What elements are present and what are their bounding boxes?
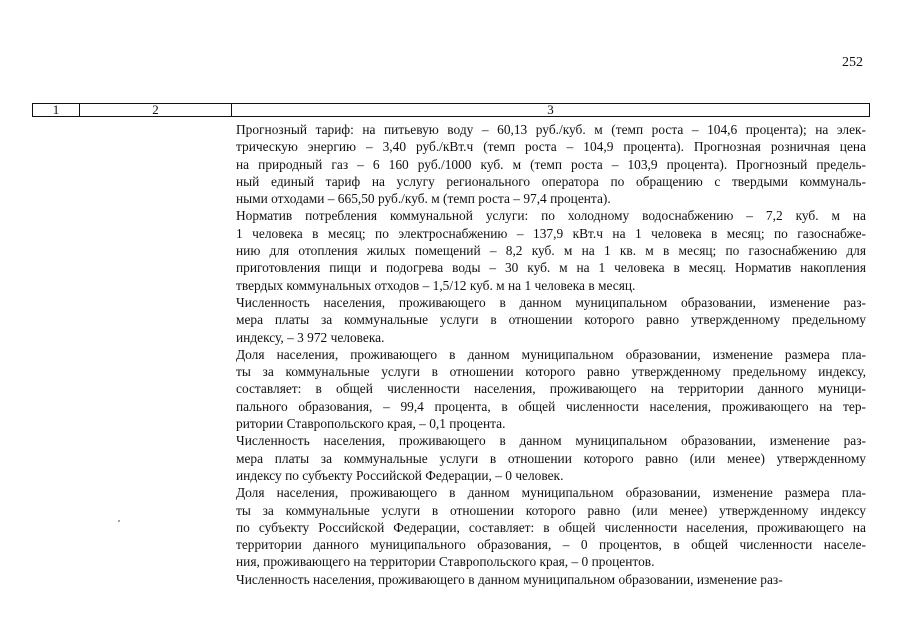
text-line: 1 человека в месяц; по электроснабжению – 137,9 кВт.ч на 1 человека в месяц; по газоснабже-: [236, 225, 866, 241]
text-line: ными отходами – 665,50 руб./куб. м (темп роста – 97,4 процента).: [236, 191, 611, 207]
text-line: Численность населения, проживающего в данном муниципальном образовании, изменение раз-: [236, 571, 783, 587]
paragraph: [236, 571, 866, 588]
text-line: ты за коммунальные услуги в отношении которого равно (или менее) утвержденному индексу: [236, 502, 866, 518]
text-line: территории данного муниципального образования, – 0 процентов, в общей численности населе-: [236, 537, 866, 553]
text-line: трическую энергию – 3,40 руб./кВт.ч (темп роста – 104,9 процента). Прогнозная розничная цена: [236, 139, 866, 155]
paragraph: [236, 346, 866, 432]
document-body-column-3: [236, 121, 866, 588]
text-line: мера платы за коммунальные услуги в отношении которого равно (или менее) утвержденному: [236, 450, 866, 466]
text-line: твердых коммунальных отходов – 1,5/12 куб. м на 1 человека в месяц.: [236, 277, 636, 293]
text-line: ты за коммунальные услуги в отношении которого равно утвержденному предельному индексу,: [236, 364, 866, 380]
text-line: мера платы за коммунальные услуги в отношении которого равно утвержденному предельному: [236, 312, 866, 328]
text-line: индексу по субъекту Российской Федерации, – 0 человек.: [236, 467, 564, 483]
page-number: 252: [842, 55, 863, 70]
text-line: Численность населения, проживающего в данном муниципальном образовании, изменение раз-: [236, 433, 866, 449]
text-line: составляет: в общей численности населения, проживающего на территории данного муници-: [236, 381, 866, 397]
text-line: Норматив потребления коммунальной услуги: по холодному водоснабжению – 7,2 куб. м на: [236, 208, 866, 224]
text-line: Доля населения, проживающего в данном муниципальном образовании, изменение размера пла-: [236, 346, 866, 362]
text-line: Численность населения, проживающего в данном муниципальном образовании, изменение раз-: [236, 294, 866, 310]
text-line: Прогнозный тариф: на питьевую воду – 60,13 руб./куб. м (темп роста – 104,6 процента); на элек-: [236, 122, 866, 137]
text-line: ритории Ставропольского края, – 0,1 процента.: [236, 416, 506, 432]
paragraph: [236, 207, 866, 293]
text-line: приготовления пищи и подогрева воды – 30 куб. м на 1 человека в месяц. Норматив накопления: [236, 260, 866, 276]
text-line: Доля населения, проживающего в данном муниципальном образовании, изменение размера пла-: [236, 485, 866, 501]
column-header-2: 2: [80, 104, 232, 116]
text-line: на природный газ – 6 160 руб./1000 куб. м (темп роста – 103,9 процента). Прогнозный предель-: [236, 156, 866, 172]
text-line: по субъекту Российской Федерации, составляет: в общей численности населения, проживающего на: [236, 519, 866, 535]
paragraph: [236, 294, 866, 346]
paragraph: [236, 121, 866, 207]
text-line: нию для отопления жилых помещений – 8,2 куб. м на 1 кв. м в месяц; по газоснабжению для: [236, 243, 866, 259]
scan-speck: [118, 520, 120, 522]
column-header-3: 3: [547, 102, 554, 117]
text-line: ный единый тариф на услугу регионального оператора по обращению с твердыми коммуналь-: [236, 173, 866, 189]
paragraph: [236, 432, 866, 484]
text-line: индексу, – 3 972 человека.: [236, 329, 385, 345]
text-line: ния, проживающего на территории Ставропольского края, – 0 процентов.: [236, 554, 655, 570]
column-header-1: 1: [33, 104, 80, 116]
paragraph: [236, 484, 866, 570]
table-column-header-row: [32, 103, 870, 117]
text-line: пального образования, – 99,4 процента, в общей численности населения, проживающего на тер-: [236, 398, 866, 414]
